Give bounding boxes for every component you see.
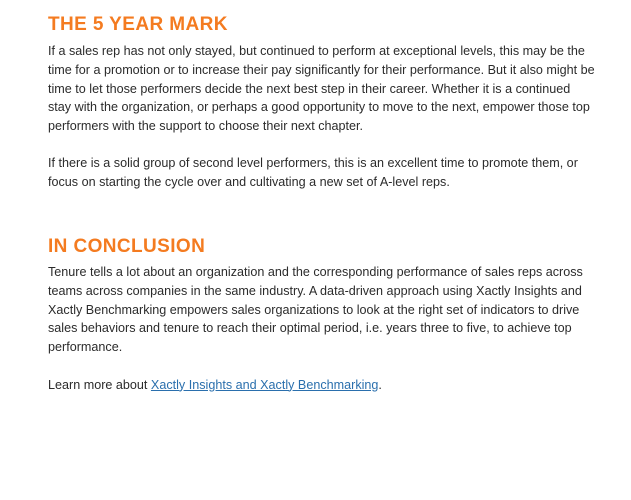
paragraph: Tenure tells a lot about an organization and the corresponding performance of sales reps across teams across companies in the same industry. A data-driven approach using Xactly Insights and Xactly Benchmarking empowers sales organizations to look at the right set of indicators to drive sales behaviors and tenure to reach their optimal period, i.e. years three to five, to achieve top performance. — [48, 265, 583, 355]
section-in-conclusion — [48, 235, 596, 394]
article-content — [48, 13, 596, 394]
learn-more-paragraph — [48, 376, 596, 395]
section-heading-five-year-mark: THE 5 YEAR MARK — [48, 14, 228, 35]
section-heading-in-conclusion: IN CONCLUSION — [48, 236, 206, 258]
paragraph: If a sales rep has not only stayed, but continued to perform at exceptional levels, this may be the time for a promotion or to increase their pay significantly for their performance. But it also might be time to let those performers decide the next best step in their career. Whether it is a continued stay with the organization, or perhaps a good opportunity to move to the next, empower those top performers with the support to choose their next chapter. — [48, 44, 595, 134]
section-five-year-mark — [48, 13, 596, 192]
learn-more-prefix: Learn more about — [48, 377, 151, 392]
paragraph: If there is a solid group of second level performers, this is an excellent time to promote them, or focus on starting the cycle over and cultivating a new set of A-level reps. — [48, 156, 578, 190]
learn-more-suffix: . — [378, 377, 382, 392]
xactly-insights-benchmarking-link[interactable]: Xactly Insights and Xactly Benchmarking — [150, 377, 379, 392]
